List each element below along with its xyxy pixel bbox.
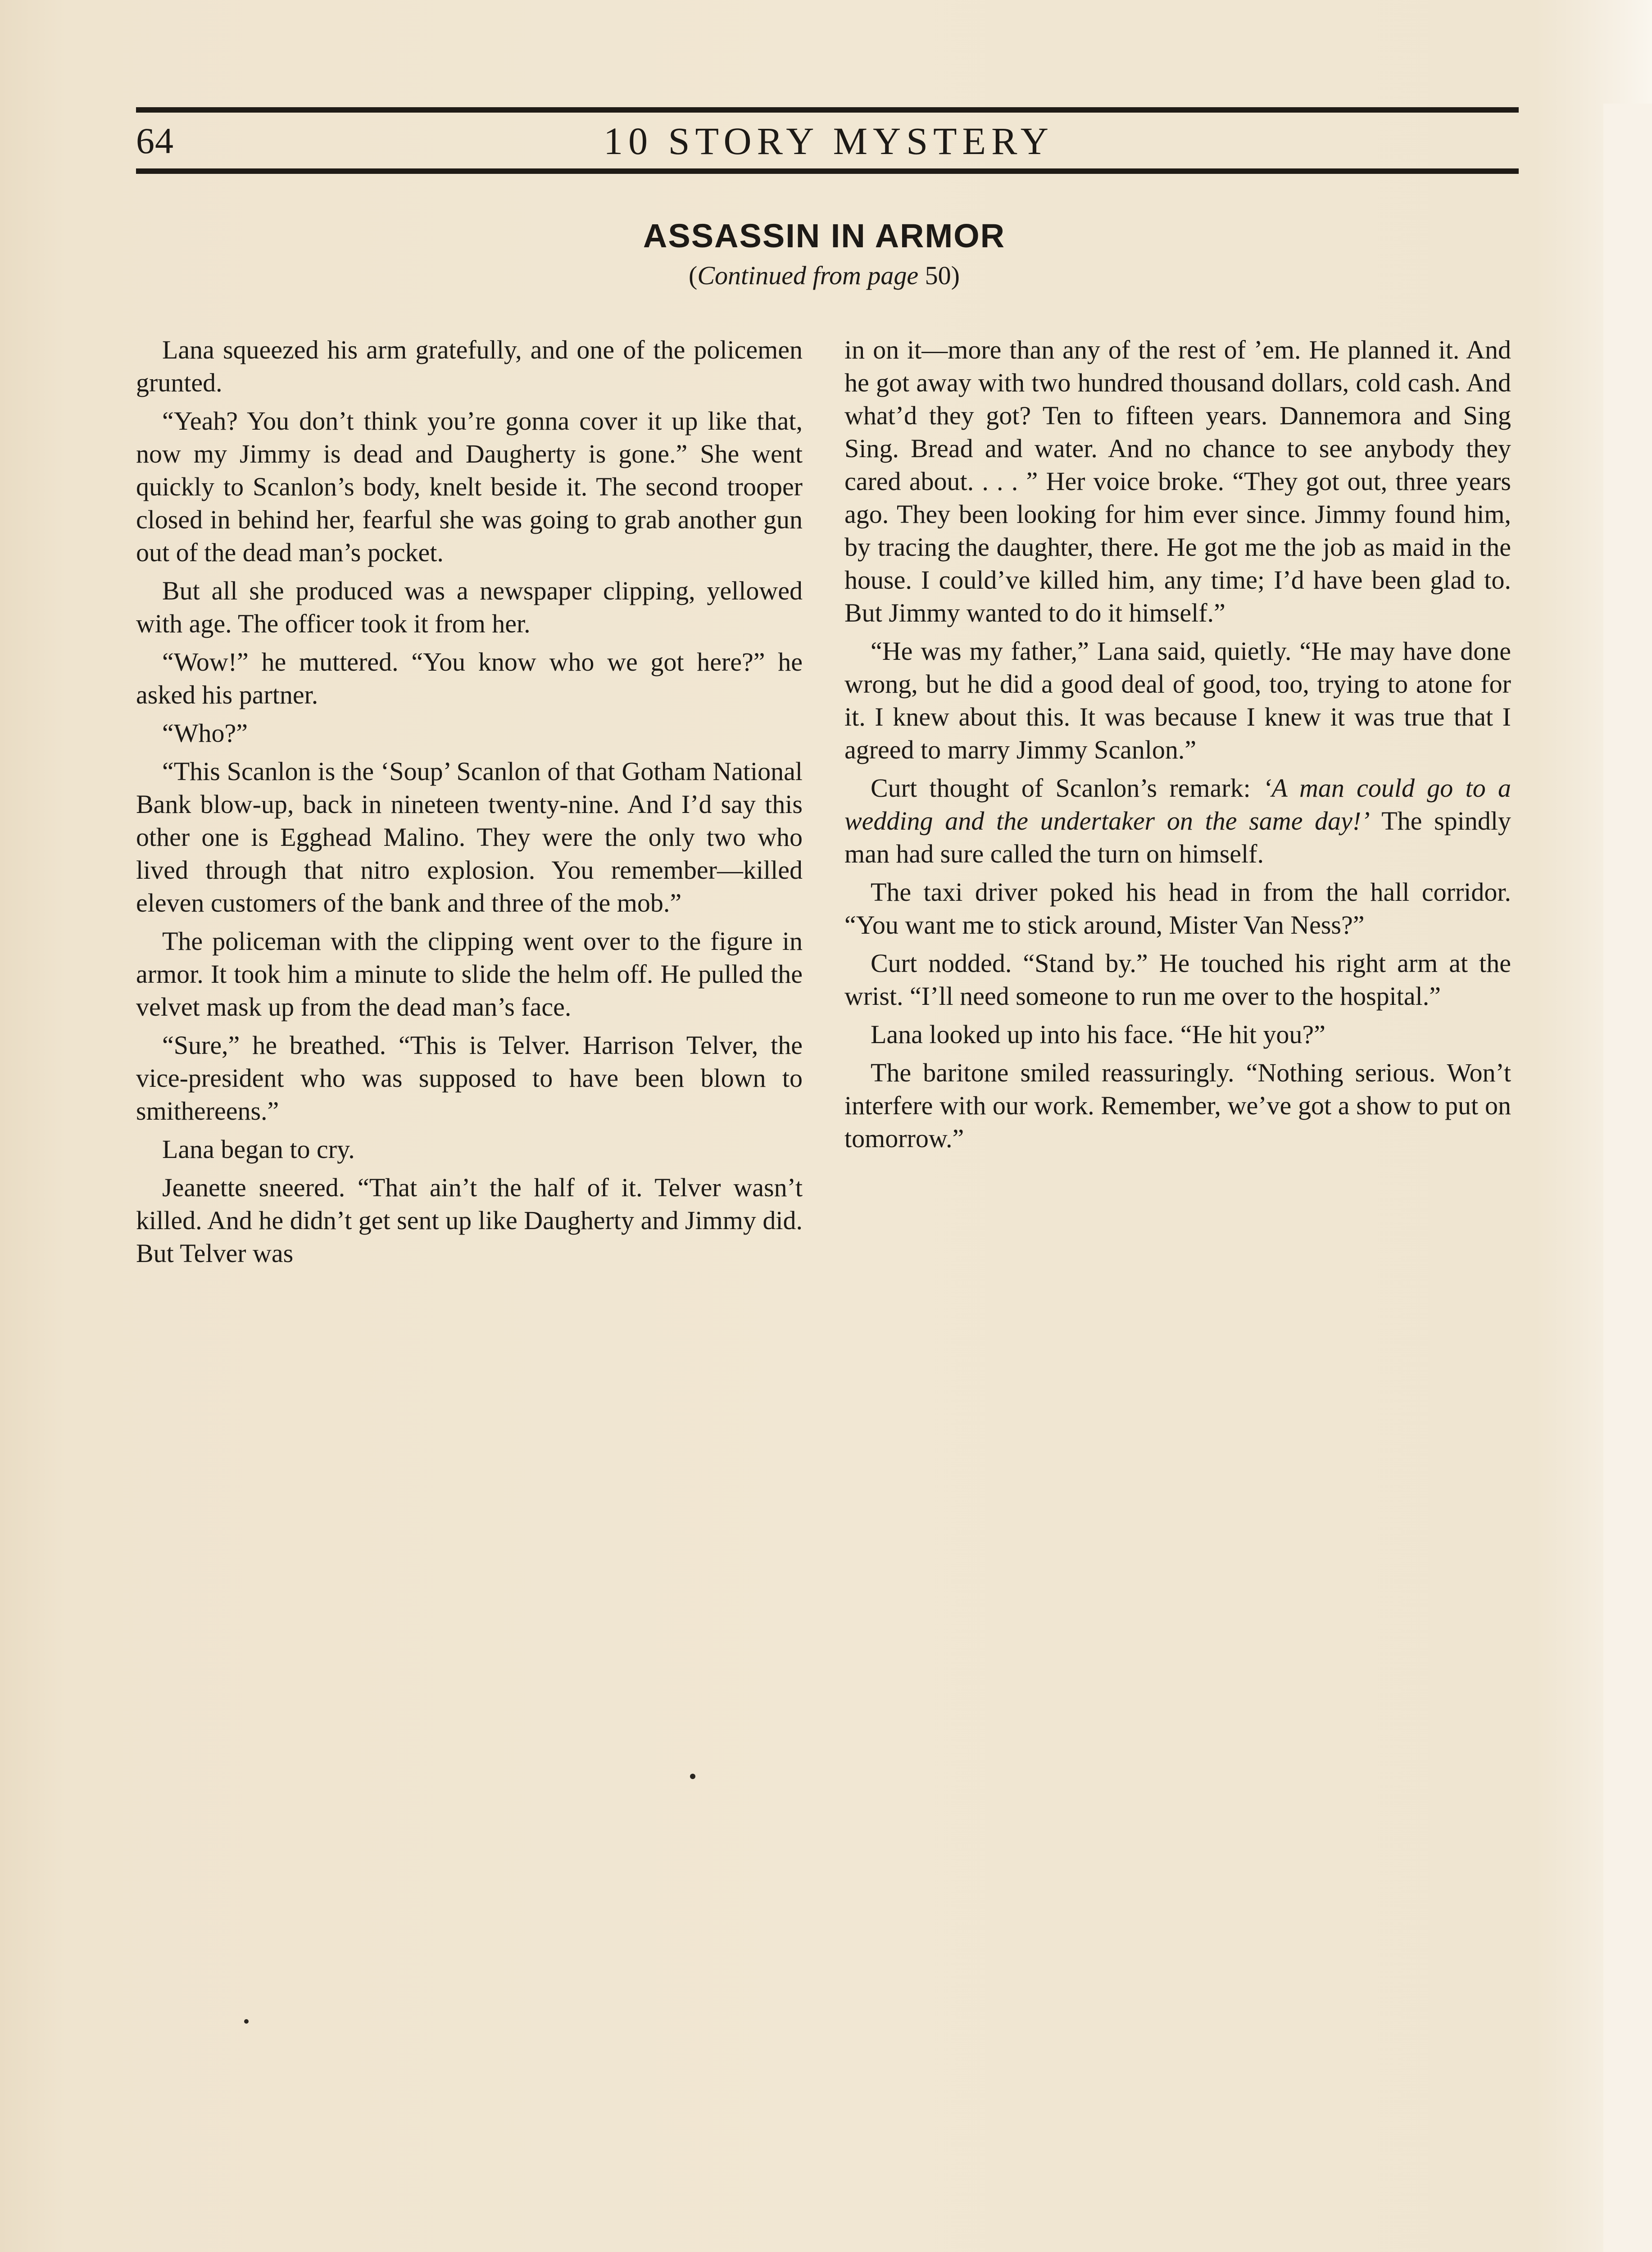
page-edge <box>1603 104 1652 2252</box>
print-speck <box>244 2019 249 2024</box>
paragraph: “This Scanlon is the ‘Soup’ Scanlon of that Gotham National Bank blow-up, back in nineteen twenty-nine. And I’d say this other one is Egghead Malino. They were the only two who lived through that nitro explosion. You remember—killed eleven customers of the bank and three of the mob.” <box>136 757 803 917</box>
page-number: 64 <box>136 120 174 161</box>
paragraph: “Wow!” he muttered. “You know who we got here?” he asked his partner. <box>136 647 803 709</box>
continued-page: 50 <box>925 261 951 290</box>
paragraph: The taxi driver poked his head in from the hall corridor. “You want me to stick around, Mister Van Ness?” <box>844 877 1511 940</box>
paragraph: Lana looked up into his face. “He hit you?” <box>871 1020 1325 1049</box>
continued-note <box>518 259 1130 292</box>
header-rule-top <box>136 107 1519 113</box>
paragraph: The policeman with the clipping went over to the figure in armor. It took him a minute to slide the helm off. He pulled the velvet mask up from the dead man’s face. <box>136 926 803 1022</box>
paragraph: Curt nodded. “Stand by.” He touched his right arm at the wrist. “I’ll need someone to run me over to the hospital.” <box>844 949 1511 1011</box>
paragraph: “Who?” <box>162 718 248 748</box>
left-column <box>136 333 803 1275</box>
paragraph: Lana began to cry. <box>162 1135 355 1164</box>
open-paren: ( <box>689 261 698 290</box>
paragraph: “Sure,” he breathed. “This is Telver. Harrison Telver, the vice-president who was supposed to have been blown to smithereens.” <box>136 1031 803 1126</box>
paragraph: Lana squeezed his arm gratefully, and one of the policemen grunted. <box>136 335 803 397</box>
paragraph: The baritone smiled reassuringly. “Nothing serious. Won’t interfere with our work. Remember, we’ve got a show to put on tomorrow.” <box>844 1058 1511 1153</box>
text-span: Curt thought of Scanlon’s remark: <box>871 773 1263 803</box>
text-span: The spindly man had sure called the turn on himself. <box>844 806 1511 868</box>
paragraph: But all she produced was a newspaper clipping, yellowed with age. The officer took it from her. <box>136 576 803 638</box>
print-speck <box>690 1774 695 1779</box>
italic-quote: ‘A man could go to a wedding and the undertaker on the same day!’ <box>844 773 1511 835</box>
paragraph: “Yeah? You don’t think you’re gonna cover it up like that, now my Jimmy is dead and Daugherty is gone.” She went quickly to Scanlon’s body, knelt beside it. The second trooper closed in behind her, fearful she was going to grab another gun out of the dead man’s pocket. <box>136 406 803 567</box>
continued-label: Continued from page <box>697 261 919 290</box>
paragraph: “He was my father,” Lana said, quietly. “He may have done wrong, but he did a good deal of good, too, trying to atone for it. I knew about this. It was because I knew it was true that I agreed to marry Jimmy Scanlon.” <box>844 636 1511 764</box>
right-column <box>844 333 1511 1160</box>
paragraph: Jeanette sneered. “That ain’t the half of it. Telver wasn’t killed. And he didn’t get sent up like Daugherty and Jimmy did. But Telver was <box>136 1173 803 1268</box>
close-paren: ) <box>951 261 960 290</box>
story-title: ASSASSIN IN ARMOR <box>643 217 1006 254</box>
paragraph: in on it—more than any of the rest of ’em. He planned it. And he got away with two hundred thousand dollars, cold cash. And what’d they got? Ten to fifteen years. Dannemora and Sing Sing. Bread and water. And no chance to see anybody they cared about. . . . ” Her voice broke. “They got out, three years ago. They been looking for him ever since. Jimmy found him, by tracing the daughter, there. He got me the job as maid in the house. I could’ve killed him, any time; I’d have been glad to. But Jimmy wanted to do it himself.” <box>844 335 1511 627</box>
running-title: 10 STORY MYSTERY <box>604 119 1054 163</box>
header-rule-bottom <box>136 168 1519 174</box>
paragraph-with-quote <box>844 772 1511 870</box>
